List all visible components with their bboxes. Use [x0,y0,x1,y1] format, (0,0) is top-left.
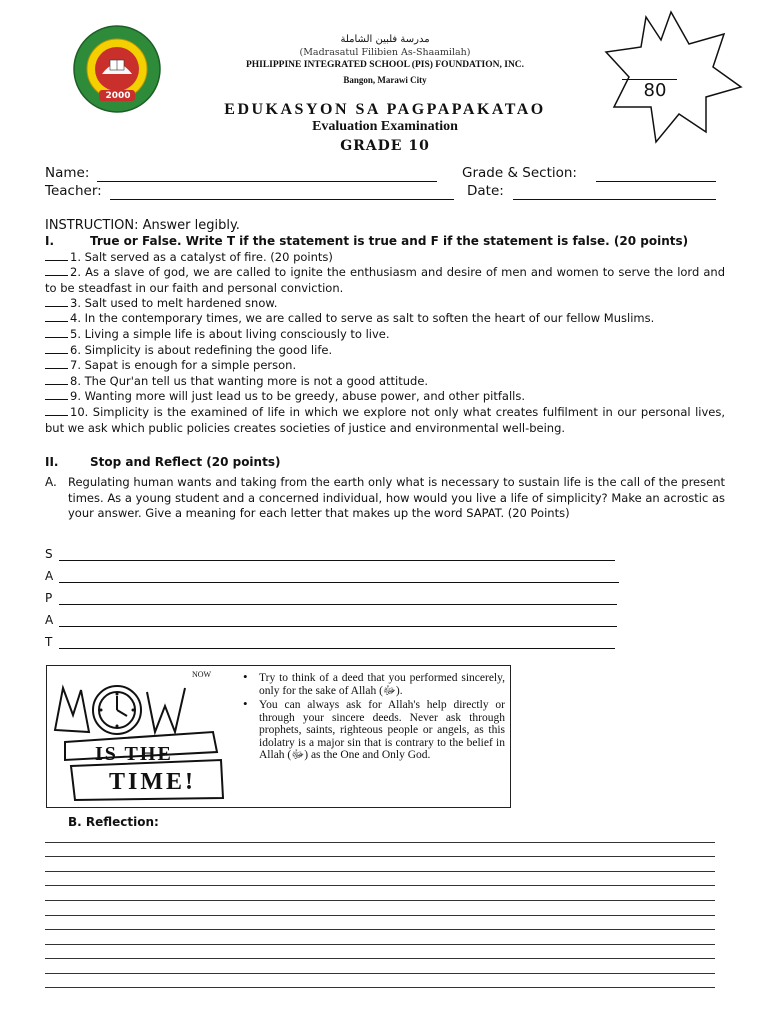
acrostic-line-p[interactable] [59,604,617,605]
answer-blank[interactable] [45,353,68,354]
acrostic-line-s[interactable] [59,560,615,561]
poster-art-line-3: TIME! [109,769,196,795]
reflection-line[interactable] [45,929,715,930]
section-1-heading [45,234,688,250]
date-field[interactable] [513,199,716,200]
poster-bullet: • You can always ask for Allah's help directly or through your sincere deeds. Never ask through prophets, saints, righteous people or angels, as this idolatry is a major sin that is contrary to the belief in Allah (ﷻ) as the One and Only God. [243,699,505,762]
tf-item: 6. Simplicity is about redefining the good life. [45,343,725,359]
acrostic-letter: S [45,547,53,561]
tf-item: 8. The Qur'an tell us that wanting more is not a good attitude. [45,374,725,390]
answer-blank[interactable] [45,306,68,307]
part-a-letter: A. [45,475,57,489]
answer-blank[interactable] [45,321,68,322]
grade-section-label: Grade & Section: [462,165,577,181]
school-address: Bangon, Marawi City [343,75,427,85]
grade-section-field[interactable] [596,181,716,182]
acrostic-letter: A [45,613,54,627]
instruction: INSTRUCTION: Answer legibly. [45,218,240,233]
reflection-line[interactable] [45,987,715,988]
exam-title: Evaluation Examination [312,119,458,134]
reflection-line[interactable] [45,842,715,843]
part-a-prompt [45,475,725,522]
name-field[interactable] [97,181,437,182]
poster-art-line-2: IS THE [95,743,173,765]
tf-item: 2. As a slave of god, we are called to ignite the enthusiasm and desire of men and women to serve the lord and to be steadfast in our faith and personal conviction. [45,265,725,295]
section-2-heading [45,455,280,471]
school-name-arabic: مدرسة فلبين الشاملة [340,34,430,45]
now-is-the-time-poster [46,665,511,808]
tf-item: 7. Sapat is enough for a simple person. [45,358,725,374]
total-score: 80 [643,80,667,101]
acrostic-letter: P [45,591,53,605]
tf-item: 4. In the contemporary times, we are called to serve as salt to soften the heart of our fellow Muslims. [45,311,725,327]
reflection-line[interactable] [45,856,715,857]
poster-bullet: • Try to think of a deed that you performed sincerely, only for the sake of Allah (ﷻ). [243,672,505,697]
reflection-line[interactable] [45,871,715,872]
section-2-title: Stop and Reflect (20 points) [90,455,281,469]
answer-blank[interactable] [45,415,68,416]
reflection-line[interactable] [45,958,715,959]
acrostic-letter: A [45,569,54,583]
poster-art-line-1: NOW [192,670,212,679]
answer-blank[interactable] [45,337,68,338]
logo-year: 2000 [105,91,131,101]
tf-item: 1. Salt served as a catalyst of fire. (20 points) [45,250,725,266]
part-a-text: Regulating human wants and taking from the earth only what is necessary to sustain life is the call of the present times. As a young student and a concerned individual, how would you live a life of simplicity? Make an acrostic as your answer. Give a meaning for each letter that makes up the word SAPAT. (20 Points) [68,475,725,520]
grade-title: GRADE 10 [340,138,430,154]
reflection-heading: B. Reflection: [68,815,159,829]
tf-item: 3. Salt used to melt hardened snow. [45,296,725,312]
tf-item: 9. Wanting more will just lead us to be greedy, abuse power, and other pitfalls. [45,389,725,405]
answer-blank[interactable] [45,399,68,400]
tf-item: 5. Living a simple life is about living consciously to live. [45,327,725,343]
score-star [596,2,746,152]
date-label: Date: [467,183,504,199]
reflection-line[interactable] [45,885,715,886]
reflection-line[interactable] [45,900,715,901]
teacher-label: Teacher: [45,183,102,199]
name-label: Name: [45,165,90,181]
tf-item: 10. Simplicity is the examined of life in which we explore not only what creates fulfilment in our personal lives, but we ask which public policies creates societies of justice and environmental well-being. [45,405,725,435]
teacher-field[interactable] [110,199,454,200]
section-1-title: True or False. Write T if the statement is true and F if the statement is false. (20 points) [90,234,689,248]
school-name: PHILIPPINE INTEGRATED SCHOOL (PIS) FOUNDATION, INC. [245,60,525,70]
answer-blank[interactable] [45,384,68,385]
acrostic-line-t[interactable] [59,648,615,649]
acrostic-letter: T [45,635,53,649]
reflection-line[interactable] [45,973,715,974]
section-1-number: I. [45,234,55,248]
answer-blank[interactable] [45,275,68,276]
reflection-line[interactable] [45,944,715,945]
poster-text [243,672,505,764]
section-2-number: II. [45,455,59,469]
subject-title: EDUKASYON SA PAGPAPAKATAO [224,101,546,118]
reflection-line[interactable] [45,915,715,916]
answer-blank[interactable] [45,260,68,261]
school-name-transliteration: (Madrasatul Filibien As-Shaamilah) [299,47,471,58]
acrostic-line-a2[interactable] [59,626,617,627]
answer-blank[interactable] [45,368,68,369]
acrostic-line-a[interactable] [59,582,619,583]
